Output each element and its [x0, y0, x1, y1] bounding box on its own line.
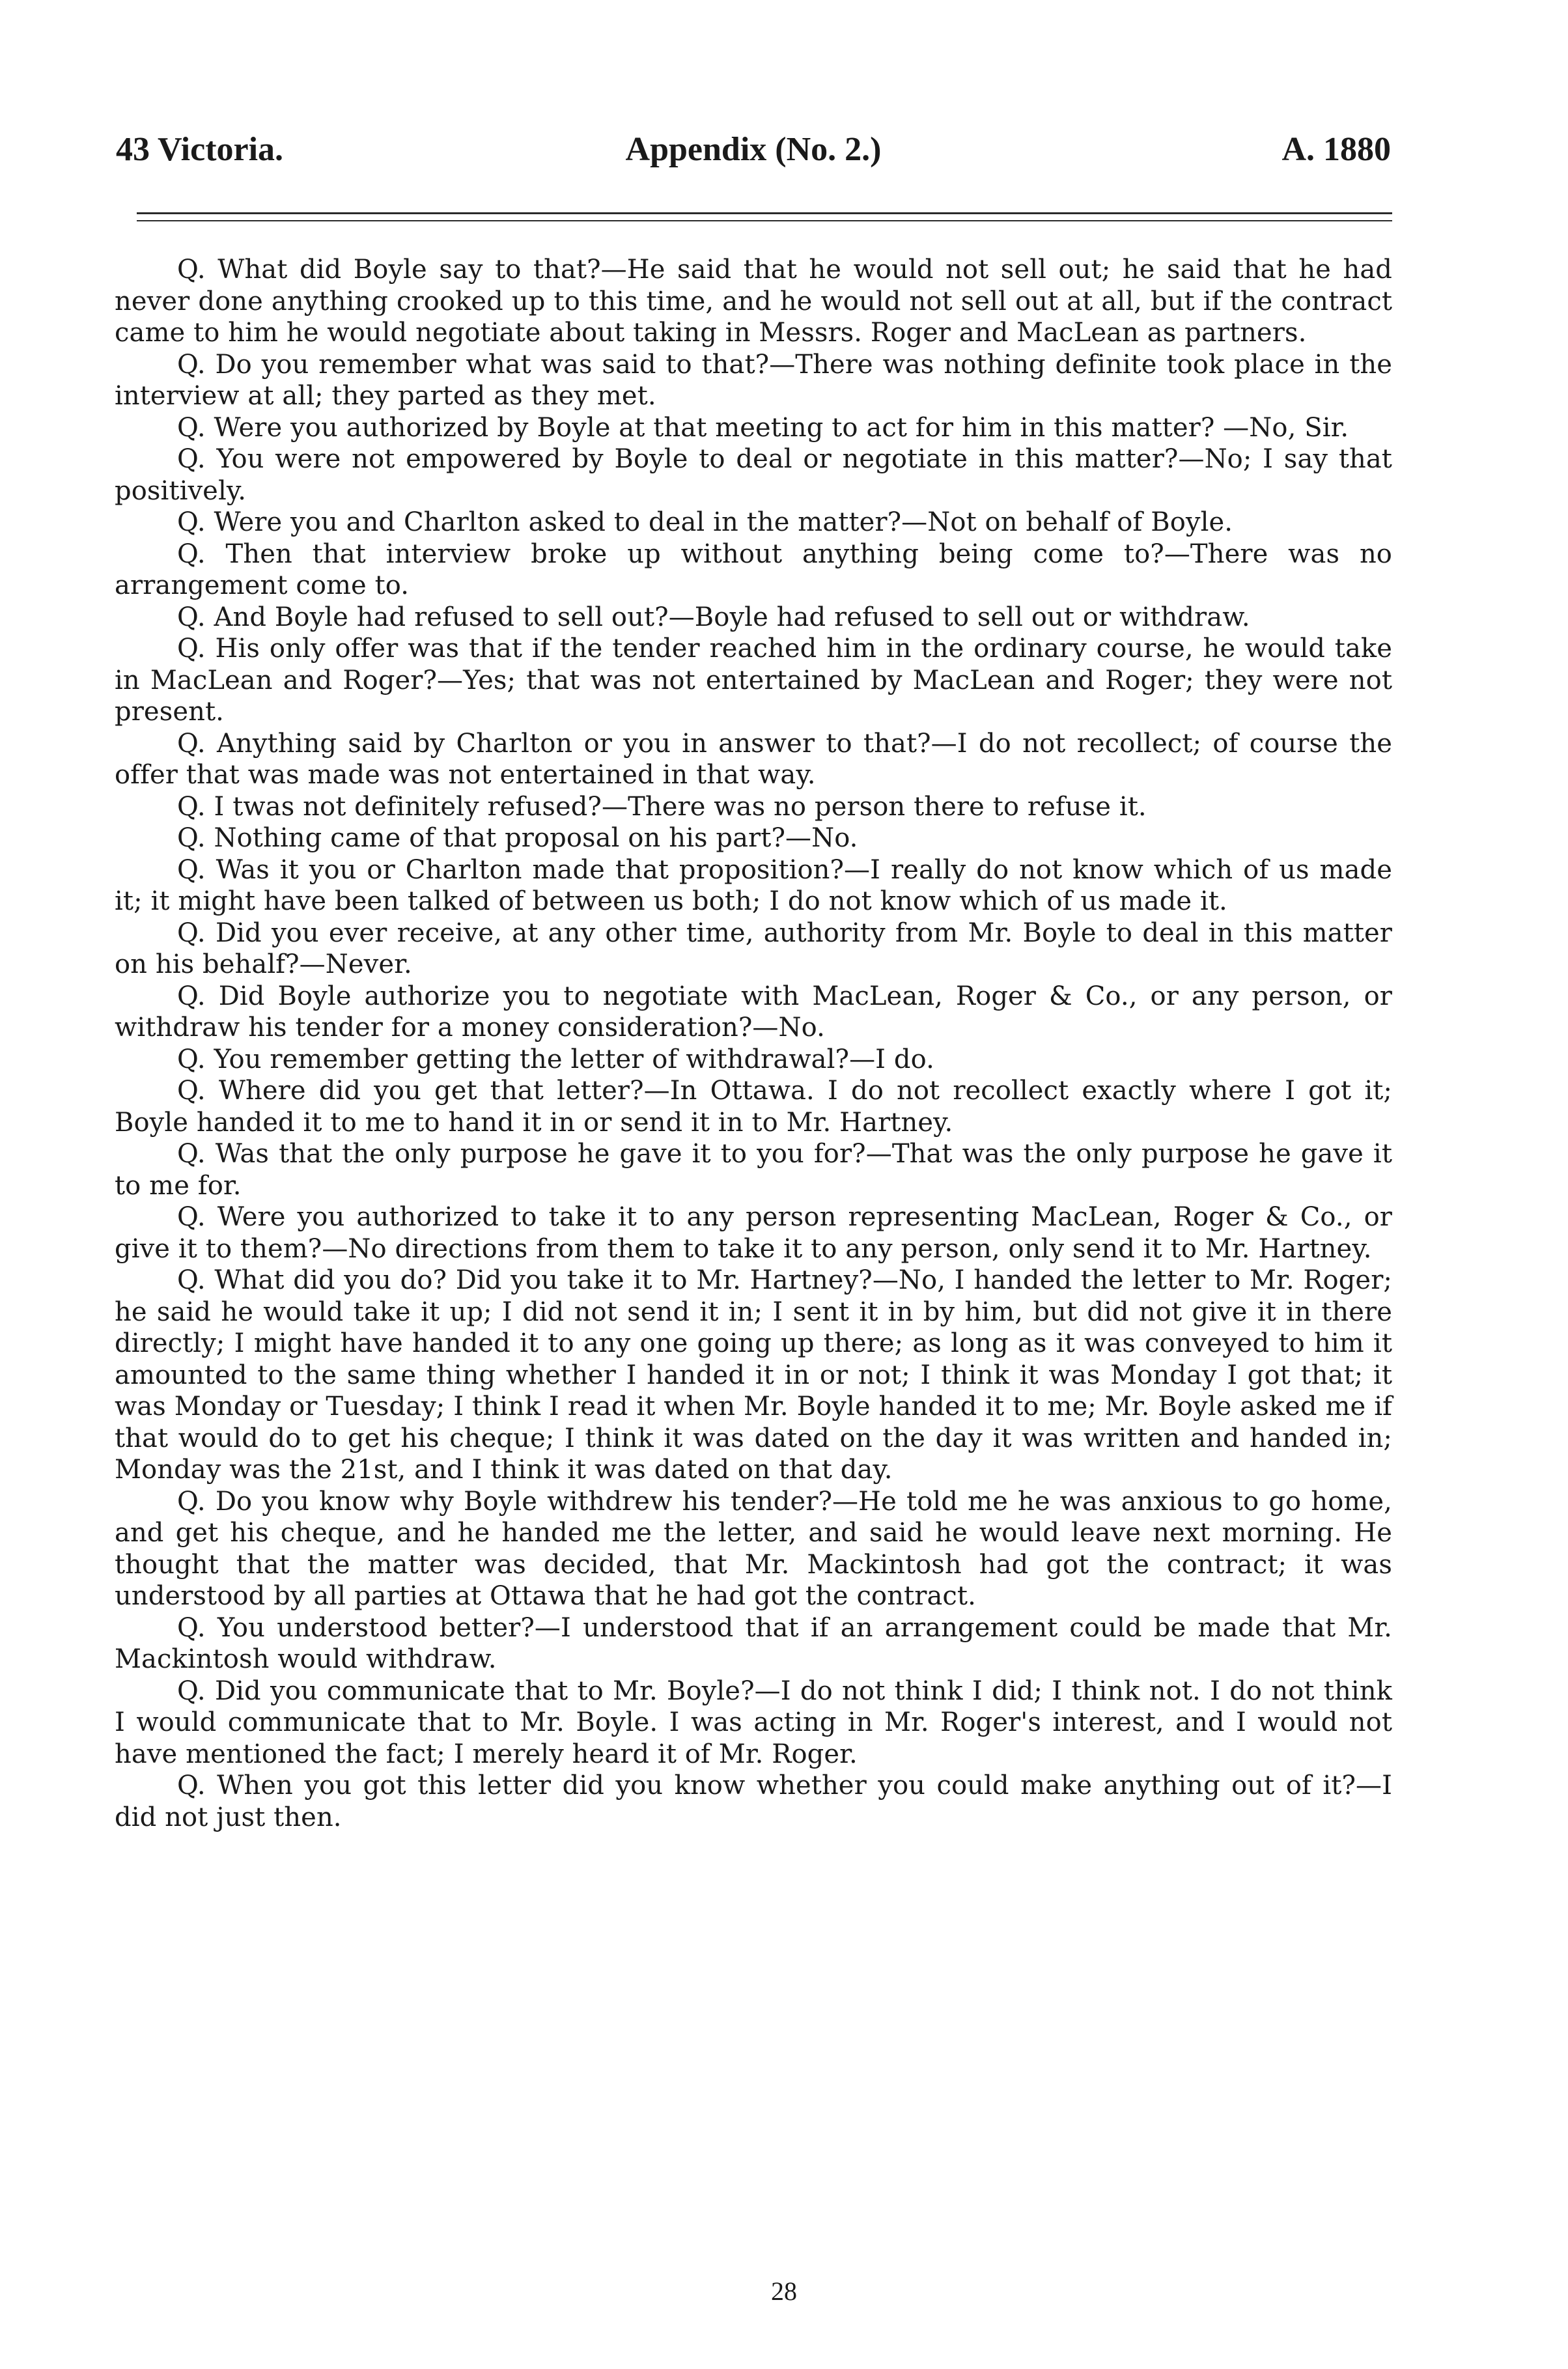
qa-paragraph: Q. Then that interview broke up without anything being come to?—There was no arrangement come to. — [115, 539, 1392, 600]
qa-paragraph: Q. Do you remember what was said to that?—There was nothing definite took place in the interview at all; they parted as they met. — [115, 349, 1392, 411]
header-appendix: Appendix (No. 2.) — [625, 131, 882, 168]
qa-paragraph: Q. Were you authorized by Boyle at that meeting to act for him in this matter? —No, Sir. — [177, 412, 1349, 443]
qa-paragraph: Q. Anything said by Charlton or you in answer to that?—I do not recollect; of course the offer that was made was not entertained in that way. — [115, 728, 1392, 790]
qa-paragraph: Q. I twas not definitely refused?—There was no person there to refuse it. — [177, 791, 1147, 822]
header-session: 43 Victoria. — [116, 131, 284, 168]
qa-paragraph: Q. Were you authorized to take it to any person representing MacLean, Roger & Co., or give it to them?—No directions from them to take it to any person, only send it to Mr. Hartney. — [115, 1202, 1392, 1264]
qa-paragraph: Q. What did Boyle say to that?—He said that he would not sell out; he said that he had never done anything crooked up to this time, and he would not sell out at all, but if the contract came to him he would negotiate about taking in Messrs. Roger and MacLean as partners. — [115, 255, 1392, 348]
qa-paragraph: Q. You understood better?—I understood that if an arrangement could be made that Mr. Mackintosh would withdraw. — [115, 1612, 1392, 1674]
qa-paragraph: Q. Did you communicate that to Mr. Boyle?—I do not think I did; I think not. I do not think I would communicate that to Mr. Boyle. I was acting in Mr. Roger's interest, and I would not have mentioned the fact; I merely heard it of Mr. Roger. — [115, 1675, 1392, 1769]
qa-paragraph: Q. Were you and Charlton asked to deal in the matter?—Not on behalf of Boyle. — [177, 507, 1233, 537]
qa-paragraph: Q. Was it you or Charlton made that proposition?—I really do not know which of us made it; it might have been talked of between us both; I do not know which of us made it. — [115, 854, 1392, 916]
header-year: A. 1880 — [1281, 131, 1391, 168]
qa-paragraph: Q. His only offer was that if the tender reached him in the ordinary course, he would take in MacLean and Roger?—Yes; that was not entertained by MacLean and Roger; they were not present. — [115, 634, 1392, 727]
qa-paragraph: Q. Where did you get that letter?—In Ottawa. I do not recollect exactly where I got it; Boyle handed it to me to hand it in or send it in to Mr. Hartney. — [115, 1076, 1392, 1138]
qa-paragraph: Q. Did Boyle authorize you to negotiate with MacLean, Roger & Co., or any person, or withdraw his tender for a money consideration?—No. — [115, 981, 1392, 1043]
qa-paragraph: Q. Was that the only purpose he gave it to you for?—That was the only purpose he gave it to me for. — [115, 1139, 1392, 1201]
qa-paragraph: Q. You remember getting the letter of withdrawal?—I do. — [177, 1044, 934, 1074]
header-rule-bottom — [137, 220, 1392, 221]
qa-paragraph: Q. And Boyle had refused to sell out?—Boyle had refused to sell out or withdraw. — [177, 602, 1250, 632]
header-rule-top — [137, 212, 1392, 214]
qa-paragraph: Q. Nothing came of that proposal on his part?—No. — [177, 823, 858, 853]
qa-paragraph: Q. What did you do? Did you take it to Mr. Hartney?—No, I handed the letter to Mr. Roger; he said he would take it up; I did not send it in; I sent it in by him, but did not give it in there directly; I might have handed it to any one going up there; as long as it was conveyed to him it amounted to the same thing whether I handed it in or not; I think it was Monday I got that; it was Monday or Tuesday; I think I read it when Mr. Boyle handed it to me; Mr. Boyle asked me if that would do to get his cheque; I think it was dated on the day it was written and handed in; Monday was the 21st, and I think it was dated on that day. — [115, 1265, 1392, 1485]
qa-paragraph: Q. Did you ever receive, at any other time, authority from Mr. Boyle to deal in this matter on his behalf?—Never. — [115, 918, 1392, 979]
qa-paragraph: Q. When you got this letter did you know whether you could make anything out of it?—I did not just then. — [115, 1771, 1392, 1832]
running-header — [116, 130, 1391, 176]
page-number: 28 — [771, 2277, 797, 2306]
qa-paragraph: Q. Do you know why Boyle withdrew his tender?—He told me he was anxious to go home, and get his cheque, and he handed me the letter, and said he would leave next morning. He thought that the matter was decided, that Mr. Mackintosh had got the contract; it was understood by all parties at Ottawa that he had got the contract. — [115, 1486, 1392, 1611]
testimony-body — [115, 254, 1392, 1833]
qa-paragraph: Q. You were not empowered by Boyle to deal or negotiate in this matter?—No; I say that positively. — [115, 444, 1392, 506]
